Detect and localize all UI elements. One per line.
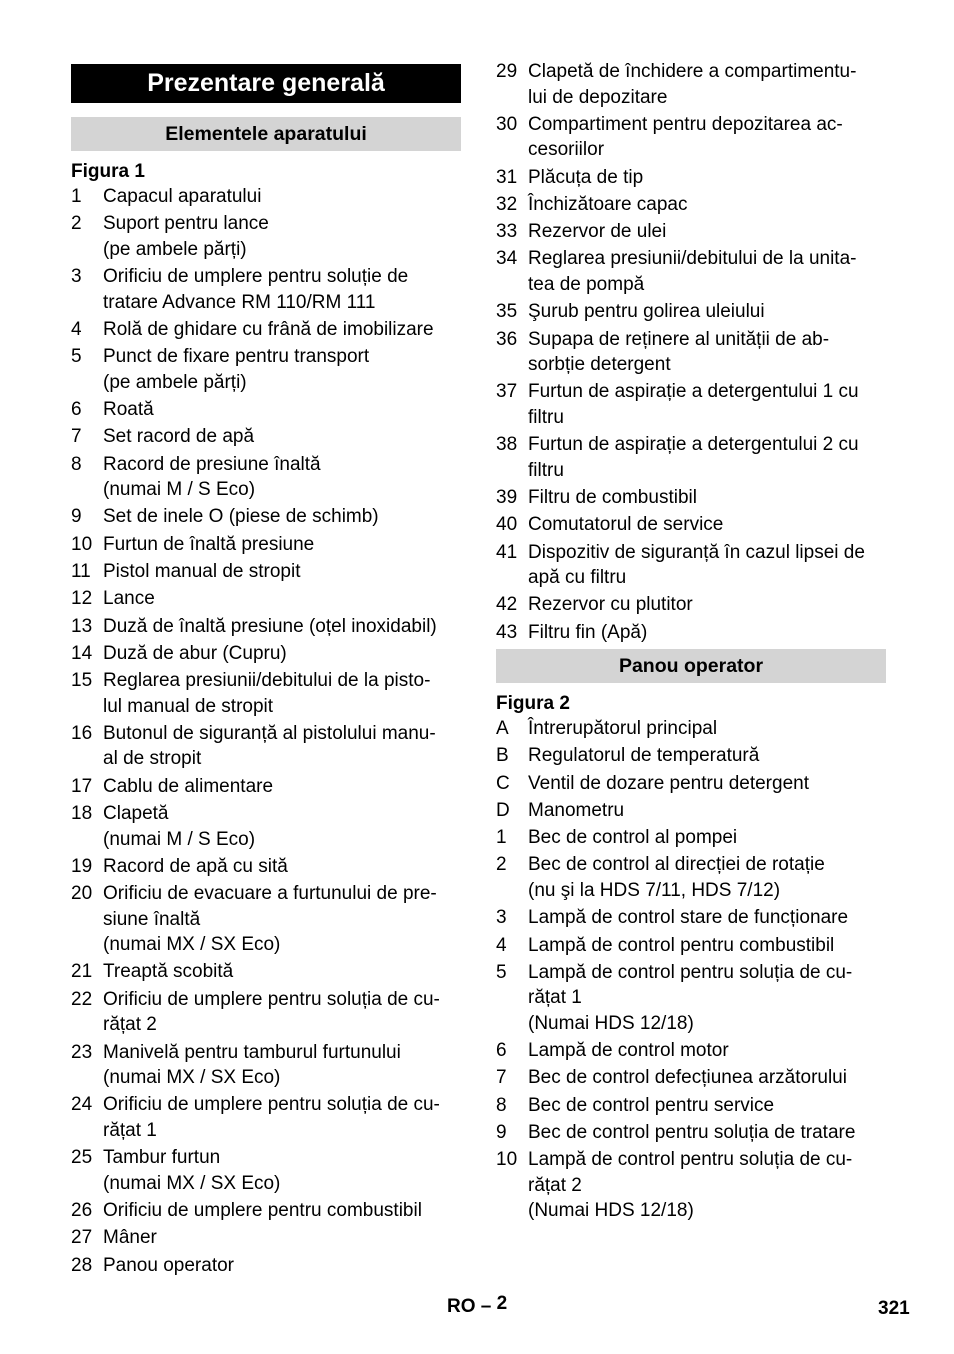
- item-text: Duză de înaltă presiune (oțel inoxidabil): [103, 615, 437, 637]
- item-number: 14: [71, 642, 93, 664]
- list-item: [71, 397, 461, 423]
- item-number: 33: [496, 221, 518, 243]
- list-item: [496, 1120, 886, 1146]
- item-text: Compartiment pentru depozitarea ac- cesoriilor: [528, 113, 843, 161]
- list-item: [71, 424, 461, 450]
- item-number: B: [496, 745, 509, 767]
- list-item: [496, 825, 886, 851]
- list-item: [496, 1038, 886, 1064]
- list-item: [71, 1198, 461, 1224]
- list-item: [496, 112, 886, 163]
- item-text: Duză de abur (Cupru): [103, 642, 287, 664]
- item-text: Clapetă de închidere a compartimentu- lui de depozitare: [528, 61, 857, 108]
- item-text: Lampă de control stare de funcționare: [528, 907, 849, 929]
- item-number: 25: [71, 1147, 93, 1169]
- item-text: Filtru fin (Apă): [528, 621, 648, 643]
- item-text: Rezervor cu plutitor: [528, 594, 693, 616]
- page-title: Prezentare generală: [71, 64, 461, 103]
- item-number: 1: [71, 186, 82, 207]
- item-number: C: [496, 772, 510, 794]
- item-number: 4: [496, 934, 507, 956]
- item-number: 5: [71, 346, 82, 368]
- item-text: Bec de control al direcției de rotație (nu şi la HDS 7/11, HDS 7/12): [528, 854, 825, 901]
- list-item: [496, 716, 886, 742]
- panel-list: [496, 716, 886, 1226]
- item-number: 6: [71, 398, 82, 420]
- list-item: [496, 1065, 886, 1091]
- item-number: 9: [71, 506, 82, 528]
- item-number: 10: [71, 533, 93, 555]
- item-text: Capacul aparatului: [103, 186, 262, 207]
- footer-language: [447, 1293, 508, 1318]
- list-item: [496, 299, 886, 325]
- list-item: [71, 344, 461, 395]
- item-number: 1: [496, 827, 507, 849]
- list-item: [496, 219, 886, 245]
- list-item: [496, 165, 886, 191]
- item-number: 42: [496, 594, 518, 616]
- list-item: [71, 264, 461, 315]
- item-number: 40: [496, 514, 518, 536]
- list-item: [71, 801, 461, 852]
- list-item: [71, 721, 461, 772]
- item-number: 18: [71, 803, 93, 825]
- list-item: [71, 1092, 461, 1143]
- list-item: [71, 959, 461, 985]
- item-text: Comutatorul de service: [528, 514, 724, 536]
- item-number: 31: [496, 166, 518, 188]
- item-number: 7: [496, 1067, 507, 1089]
- list-item: [71, 559, 461, 585]
- item-text: Bec de control pentru soluția de tratare: [528, 1122, 856, 1144]
- item-number: 15: [71, 670, 93, 692]
- item-text: Clapetă (numai M / S Eco): [103, 803, 256, 850]
- item-text: Furtun de înaltă presiune: [103, 533, 315, 555]
- list-item: [496, 771, 886, 797]
- item-number: 27: [71, 1227, 93, 1249]
- list-item: [496, 192, 886, 218]
- item-text: Panou operator: [103, 1254, 234, 1276]
- item-number: 8: [71, 453, 82, 475]
- list-item: [496, 246, 886, 297]
- item-text: Set racord de apă: [103, 426, 255, 448]
- list-item: [71, 854, 461, 880]
- figure-1-label: Figura 1: [71, 161, 145, 182]
- list-item: [71, 614, 461, 640]
- item-number: D: [496, 799, 510, 821]
- list-item: [71, 504, 461, 530]
- list-item: [496, 960, 886, 1037]
- list-item: [71, 532, 461, 558]
- item-text: Butonul de siguranță al pistolului manu- al de stropit: [103, 722, 436, 770]
- list-item: [496, 852, 886, 903]
- item-number: 24: [71, 1094, 93, 1116]
- item-number: 28: [71, 1254, 93, 1276]
- item-number: 34: [496, 248, 518, 270]
- item-text: Orificiu de umplere pentru soluție de tratare Advance RM 110/RM 111: [103, 266, 409, 313]
- item-number: 39: [496, 486, 518, 508]
- item-text: Orificiu de umplere pentru soluția de cu- rățat 2: [103, 988, 440, 1036]
- footer-section-number: 2: [496, 1293, 508, 1314]
- list-item: [71, 1040, 461, 1091]
- item-text: Lampă de control motor: [528, 1040, 729, 1062]
- list-item: [71, 1225, 461, 1251]
- list-item: [496, 540, 886, 591]
- item-text: Punct de fixare pentru transport (pe ambele părți): [103, 346, 370, 393]
- section-heading-elemente: Elementele aparatului: [71, 117, 461, 151]
- list-item: [71, 668, 461, 719]
- item-number: 17: [71, 775, 93, 797]
- item-text: Lance: [103, 588, 155, 610]
- item-number: 21: [71, 961, 93, 983]
- item-number: 6: [496, 1040, 507, 1062]
- item-text: Racord de apă cu sită: [103, 855, 288, 877]
- item-number: 16: [71, 722, 93, 744]
- item-number: 2: [496, 854, 507, 876]
- list-item: [496, 620, 886, 646]
- list-item: [71, 1253, 461, 1279]
- item-text: Închizătoare capac: [528, 193, 688, 215]
- list-item: [71, 317, 461, 343]
- list-item: [496, 905, 886, 931]
- section-heading-panou: Panou operator: [496, 649, 886, 683]
- item-text: Roată: [103, 398, 154, 420]
- item-text: Orificiu de umplere pentru combustibil: [103, 1199, 422, 1221]
- item-text: Bec de control al pompei: [528, 827, 738, 849]
- parts-list-right: [496, 59, 886, 647]
- item-number: 2: [71, 213, 82, 235]
- item-number: 11: [71, 560, 91, 582]
- item-text: Manivelă pentru tamburul furtunului (numai MX / SX Eco): [103, 1041, 401, 1089]
- item-text: Orificiu de umplere pentru soluția de cu- rățat 1: [103, 1094, 440, 1141]
- footer-dash: –: [480, 1296, 492, 1317]
- list-item: [71, 184, 461, 210]
- item-number: 5: [496, 961, 507, 983]
- item-text: Suport pentru lance (pe ambele părți): [103, 213, 269, 260]
- list-item: [496, 1093, 886, 1119]
- item-text: Regulatorul de temperatură: [528, 745, 760, 767]
- item-number: 43: [496, 621, 518, 643]
- item-text: Rolă de ghidare cu frână de imobilizare: [103, 318, 434, 340]
- list-item: [496, 798, 886, 824]
- item-number: 35: [496, 301, 518, 323]
- item-number: 10: [496, 1149, 518, 1171]
- item-number: 23: [71, 1041, 93, 1063]
- list-item: [71, 774, 461, 800]
- item-text: Rezervor de ulei: [528, 221, 667, 243]
- item-number: 29: [496, 61, 518, 82]
- item-text: Reglarea presiunii/debitului de la pisto- lul manual de stropit: [103, 670, 431, 717]
- item-text: Furtun de aspirație a detergentului 2 cu filtru: [528, 434, 859, 481]
- item-number: 3: [496, 907, 507, 929]
- page-number: 321: [878, 1298, 910, 1319]
- item-number: 38: [496, 434, 518, 456]
- list-item: [71, 452, 461, 503]
- list-item: [71, 586, 461, 612]
- item-text: Dispozitiv de siguranță în cazul lipsei de apă cu filtru: [528, 541, 865, 589]
- item-number: 41: [496, 541, 518, 563]
- item-number: 22: [71, 988, 93, 1010]
- item-text: Şurub pentru golirea uleiului: [528, 301, 765, 323]
- list-item: [496, 485, 886, 511]
- item-text: Lampă de control pentru soluția de cu- rățat 1 (Numai HDS 12/18): [528, 961, 853, 1034]
- item-number: 7: [71, 426, 82, 448]
- list-item: [71, 987, 461, 1038]
- item-text: Supapa de reținere al unității de ab- sorbție detergent: [528, 328, 830, 376]
- list-item: [496, 59, 886, 110]
- item-number: 4: [71, 318, 82, 340]
- item-number: 32: [496, 193, 518, 215]
- list-item: [496, 432, 886, 483]
- item-number: A: [496, 718, 509, 739]
- list-item: [71, 881, 461, 958]
- item-number: 20: [71, 883, 93, 905]
- item-number: 3: [71, 266, 82, 288]
- list-item: [496, 743, 886, 769]
- list-item: [71, 211, 461, 262]
- item-text: Lampă de control pentru soluția de cu- rățat 2 (Numai HDS 12/18): [528, 1149, 853, 1222]
- item-number: 37: [496, 381, 518, 403]
- item-number: 12: [71, 588, 93, 610]
- item-text: Bec de control defecțiunea arzătorului: [528, 1067, 847, 1089]
- item-text: Set de inele O (piese de schimb): [103, 506, 379, 528]
- item-text: Filtru de combustibil: [528, 486, 697, 508]
- item-number: 13: [71, 615, 93, 637]
- item-text: Întrerupătorul principal: [528, 718, 718, 739]
- item-text: Ventil de dozare pentru detergent: [528, 772, 809, 794]
- item-text: Treaptă scobită: [103, 961, 234, 983]
- item-text: Mâner: [103, 1227, 157, 1249]
- list-item: [71, 1145, 461, 1196]
- item-text: Racord de presiune înaltă (numai M / S Eco): [103, 453, 321, 501]
- item-text: Pistol manual de stropit: [103, 560, 301, 582]
- list-item: [496, 512, 886, 538]
- list-item: [496, 592, 886, 618]
- item-number: 36: [496, 328, 518, 350]
- item-text: Manometru: [528, 799, 625, 821]
- list-item: [71, 641, 461, 667]
- item-text: Plăcuța de tip: [528, 166, 644, 188]
- item-number: 8: [496, 1094, 507, 1116]
- item-text: Furtun de aspirație a detergentului 1 cu filtru: [528, 381, 859, 428]
- list-item: [496, 1147, 886, 1224]
- footer-lang-code: RO: [447, 1296, 476, 1317]
- item-text: Reglarea presiunii/debitului de la unita- tea de pompă: [528, 248, 857, 295]
- list-item: [496, 327, 886, 378]
- item-number: 30: [496, 113, 518, 135]
- item-text: Lampă de control pentru combustibil: [528, 934, 835, 956]
- item-number: 19: [71, 855, 93, 877]
- item-text: Cablu de alimentare: [103, 775, 274, 797]
- parts-list-left: [71, 184, 461, 1280]
- item-text: Tambur furtun (numai MX / SX Eco): [103, 1147, 281, 1194]
- item-text: Bec de control pentru service: [528, 1094, 775, 1116]
- item-number: 26: [71, 1199, 93, 1221]
- figure-2-label: Figura 2: [496, 693, 570, 714]
- list-item: [496, 933, 886, 959]
- item-text: Orificiu de evacuare a furtunului de pre- siune înaltă (numai MX / SX Eco): [103, 883, 437, 956]
- list-item: [496, 379, 886, 430]
- item-number: 9: [496, 1122, 507, 1144]
